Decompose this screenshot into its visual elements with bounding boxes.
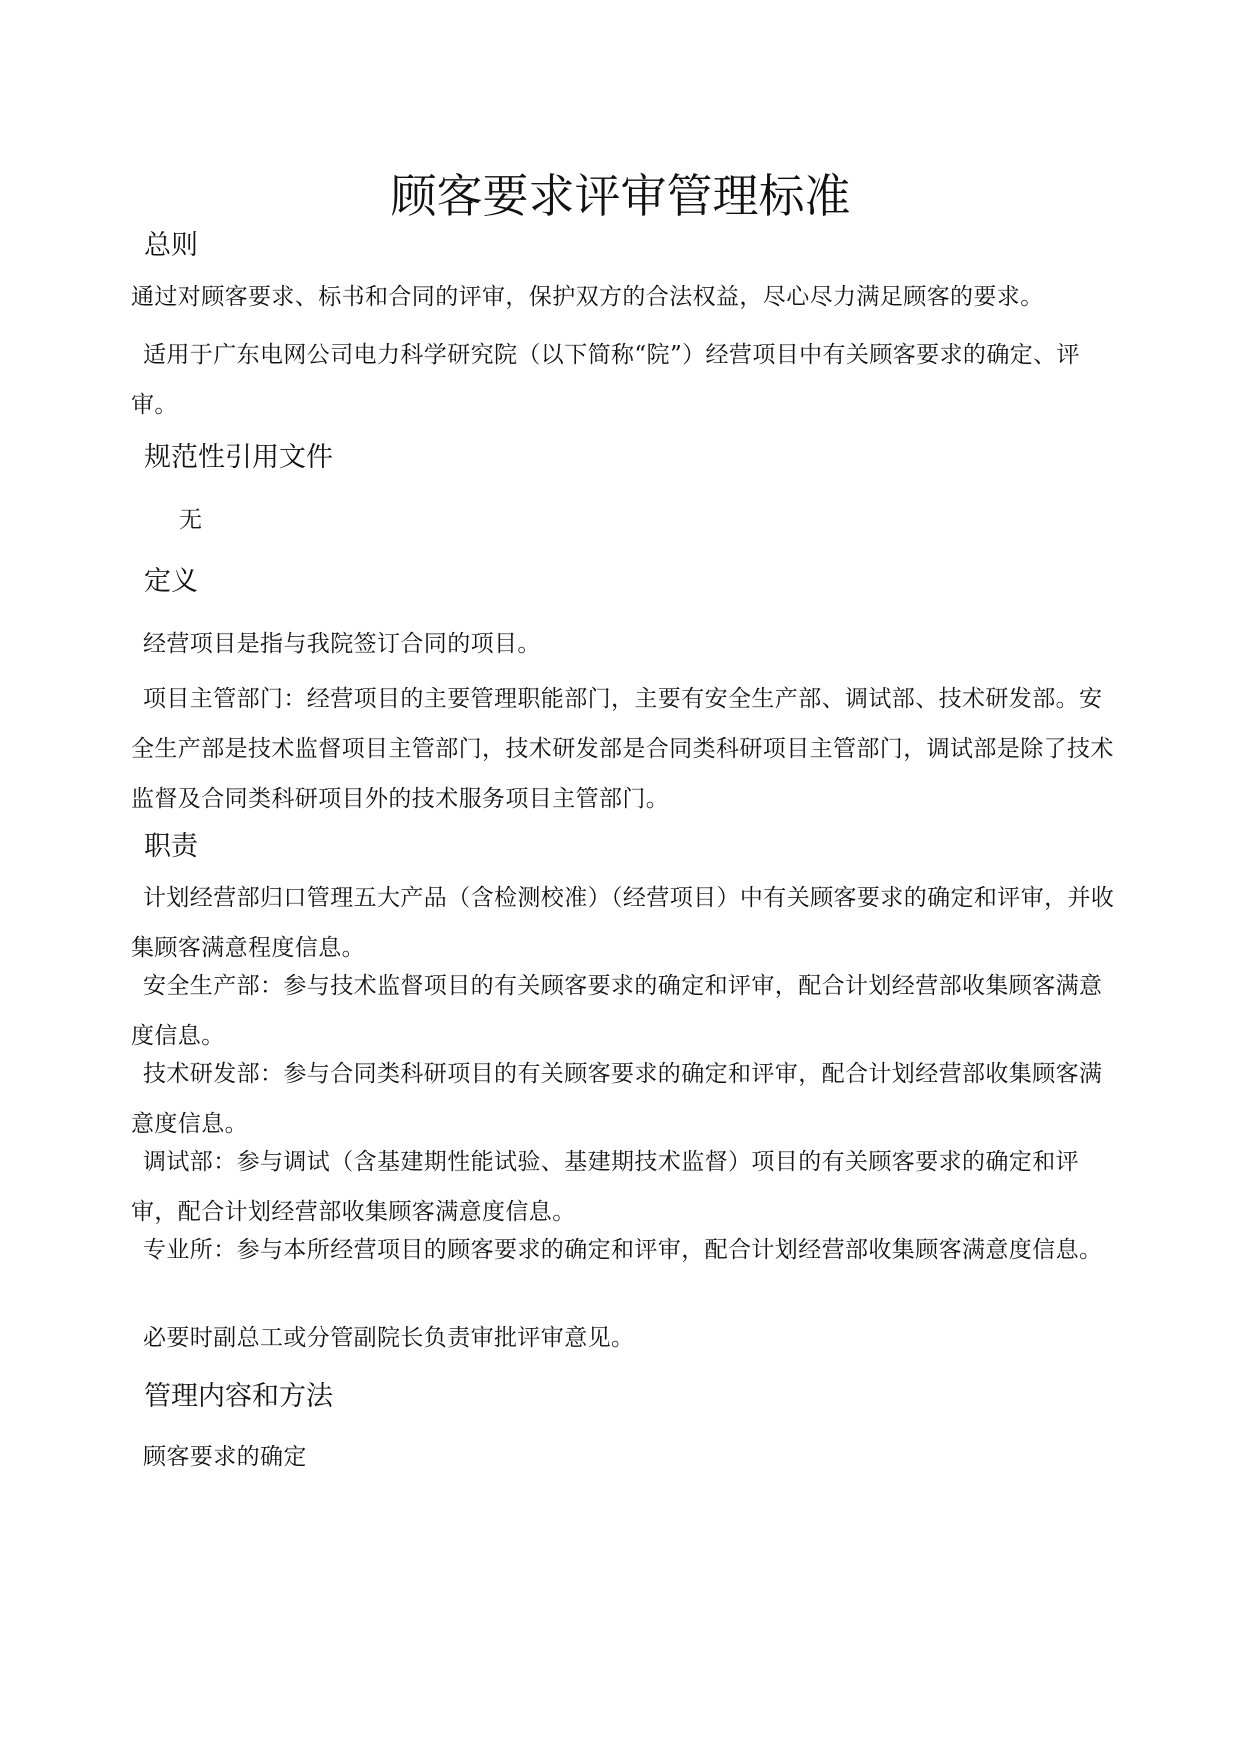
section-heading-references: 规范性引用文件 xyxy=(144,442,333,473)
section-heading-responsibilities: 职责 xyxy=(144,831,198,862)
document-title: 顾客要求评审管理标准 xyxy=(390,169,851,223)
paragraph-scope: 适用于广东电网公司电力科学研究院（以下简称“院”）经营项目中有关顾客要求的确定、评审。 xyxy=(131,342,1080,418)
section-heading-management-methods: 管理内容和方法 xyxy=(144,1381,333,1412)
paragraph-customer-requirements-determination: 顾客要求的确定 xyxy=(143,1444,307,1470)
paragraph-responsibility-institutes: 专业所：参与本所经营项目的顾客要求的确定和评审，配合计划经营部收集顾客满意度信息。 xyxy=(143,1237,1103,1263)
paragraph-purpose: 通过对顾客要求、标书和合同的评审，保护双方的合法权益，尽心尽力满足顾客的要求。 xyxy=(131,284,1044,310)
section-heading-definitions: 定义 xyxy=(144,566,198,597)
paragraph-responsibility-planning: 计划经营部归口管理五大产品（含检测校准）（经营项目）中有关顾客要求的确定和评审，并收集顾客满意程度信息。 xyxy=(131,885,1115,961)
paragraph-responsibility-commissioning: 调试部：参与调试（含基建期性能试验、基建期技术监督）项目的有关顾客要求的确定和评审，配合计划经营部收集顾客满意度信息。 xyxy=(131,1149,1079,1225)
paragraph-responsibility-rnd: 技术研发部：参与合同类科研项目的有关顾客要求的确定和评审，配合计划经营部收集顾客满意度信息。 xyxy=(131,1061,1103,1137)
paragraph-definition-business-project: 经营项目是指与我院签订合同的项目。 xyxy=(143,631,541,657)
paragraph-responsibility-safety: 安全生产部：参与技术监督项目的有关顾客要求的确定和评审，配合计划经营部收集顾客满意度信息。 xyxy=(131,973,1103,1049)
section-heading-general: 总则 xyxy=(144,230,198,261)
paragraph-definition-managing-department: 项目主管部门：经营项目的主要管理职能部门，主要有安全生产部、调试部、技术研发部。安全生产部是技术监督项目主管部门，技术研发部是合同类科研项目主管部门，调试部是除了技术监督及合同类科研项目外的技术服务项目主管部门。 xyxy=(131,686,1114,812)
paragraph-responsibility-approval: 必要时副总工或分管副院长负责审批评审意见。 xyxy=(143,1325,635,1351)
paragraph-references-none: 无 xyxy=(179,507,203,533)
